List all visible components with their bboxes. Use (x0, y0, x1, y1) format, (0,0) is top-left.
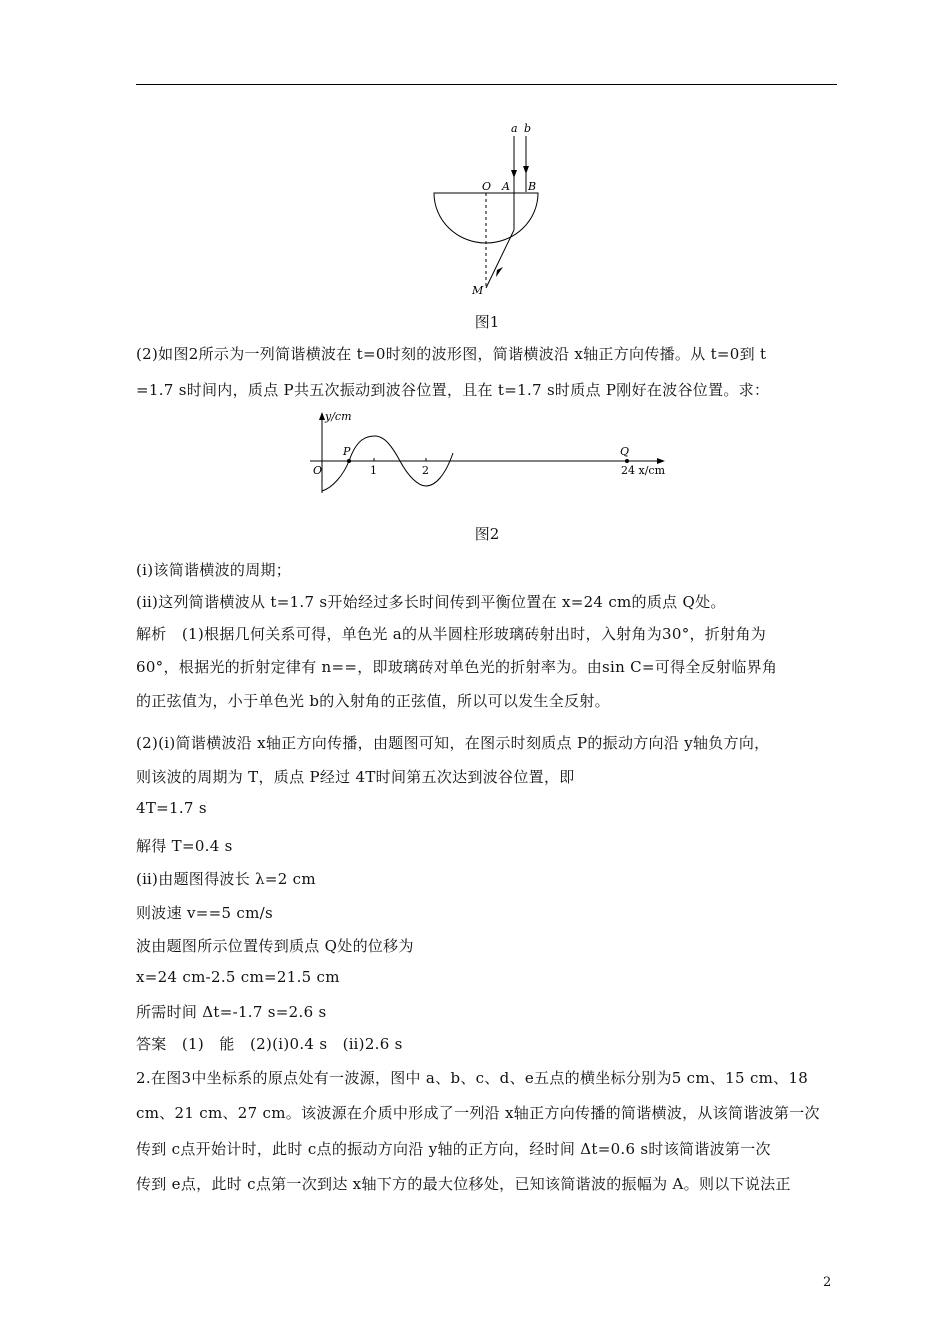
answer-line: 答案 (1) 能 (2)(ⅰ)0.4 s (ⅱ)2.6 s (136, 1035, 403, 1053)
label-origin: O (313, 464, 323, 477)
point-P (347, 459, 351, 463)
y-axis-label: y/cm (325, 410, 352, 423)
figure-2-caption: 图2 (474, 525, 500, 543)
figure-2-wave-graph (305, 408, 675, 498)
label-A: A (502, 180, 510, 193)
text-line: (ⅰ)该简谐横波的周期； (136, 561, 292, 579)
text-line: 解得 T=0.4 s (136, 837, 233, 855)
label-M: M (472, 284, 484, 297)
text-line: (ⅱ)由题图得波长 λ=2 cm (136, 870, 316, 888)
x-axis-label: 24 x/cm (621, 464, 665, 477)
text-line: 60°，根据光的折射定律有 n==，即玻璃砖对单色光的折射率为。由sin C=可得全反射临界角 (136, 658, 778, 676)
arrow-b-icon (523, 166, 529, 174)
text-line: 4T=1.7 s (136, 799, 207, 817)
text-line: 则波速 v==5 cm/s (136, 904, 273, 922)
point-Q (625, 459, 629, 463)
label-O: O (482, 180, 492, 193)
text-line: 则该波的周期为 T，质点 P经过 4T时间第五次达到波谷位置，即 (136, 768, 575, 786)
text-line: x=24 cm-2.5 cm=21.5 cm (136, 968, 340, 986)
text-line: (ⅱ)这列简谐横波从 t=1.7 s开始经过多长时间传到平衡位置在 x=24 cm的质点 Q处。 (136, 593, 726, 611)
text-line: 传到 e点，此时 c点第一次到达 x轴下方的最大位移处，已知该简谐波的振幅为 A。则以下说法正 (136, 1175, 791, 1193)
header-rule (136, 84, 837, 85)
text-line: 所需时间 Δt=-1.7 s=2.6 s (136, 1003, 327, 1021)
wave-curve (322, 436, 453, 491)
figure-1-diagram (420, 120, 560, 300)
text-line: (2)(ⅰ)简谐横波沿 x轴正方向传播，由题图可知，在图示时刻质点 P的振动方向沿 y轴负方向， (136, 734, 770, 752)
figure-1-caption: 图1 (474, 313, 500, 331)
text-line: 的正弦值为，小于单色光 b的入射角的正弦值，所以可以发生全反射。 (136, 692, 610, 710)
label-Q: Q (620, 445, 630, 458)
text-line: 解析 (1)根据几何关系可得，单色光 a的从半圆柱形玻璃砖射出时，入射角为30°，折射角为 (136, 625, 767, 643)
refracted-ray (486, 230, 514, 288)
text-line: =1.7 s时间内，质点 P共五次振动到波谷位置，且在 t=1.7 s时质点 P刚好在波谷位置。求： (136, 381, 770, 399)
tick-label-2: 2 (422, 464, 429, 477)
text-line: 传到 c点开始计时，此时 c点的振动方向沿 y轴的正方向，经时间 Δt=0.6 s时该简谐波第一次 (136, 1140, 771, 1158)
label-b: b (524, 122, 532, 135)
text-line: (2)如图2所示为一列简谐横波在 t=0时刻的波形图，简谐横波沿 x轴正方向传播。从 t=0到 t (136, 345, 767, 363)
text-line: cm、21 cm、27 cm。该波源在介质中形成了一列沿 x轴正方向传播的简谐横波，从该简谐波第一次 (136, 1104, 820, 1122)
page-number: 2 (823, 1275, 832, 1290)
arrow-refracted-icon (496, 267, 503, 277)
label-a: a (511, 122, 518, 135)
tick-label-1: 1 (370, 464, 377, 477)
arrow-a-icon (511, 170, 517, 178)
label-B: B (528, 180, 537, 193)
text-line: 波由题图所示位置传到质点 Q处的位移为 (136, 937, 414, 955)
label-P: P (343, 445, 351, 458)
text-line: 2.在图3中坐标系的原点处有一波源，图中 a、b、c、d、e五点的横坐标分别为5 cm、15 cm、18 (136, 1069, 809, 1087)
